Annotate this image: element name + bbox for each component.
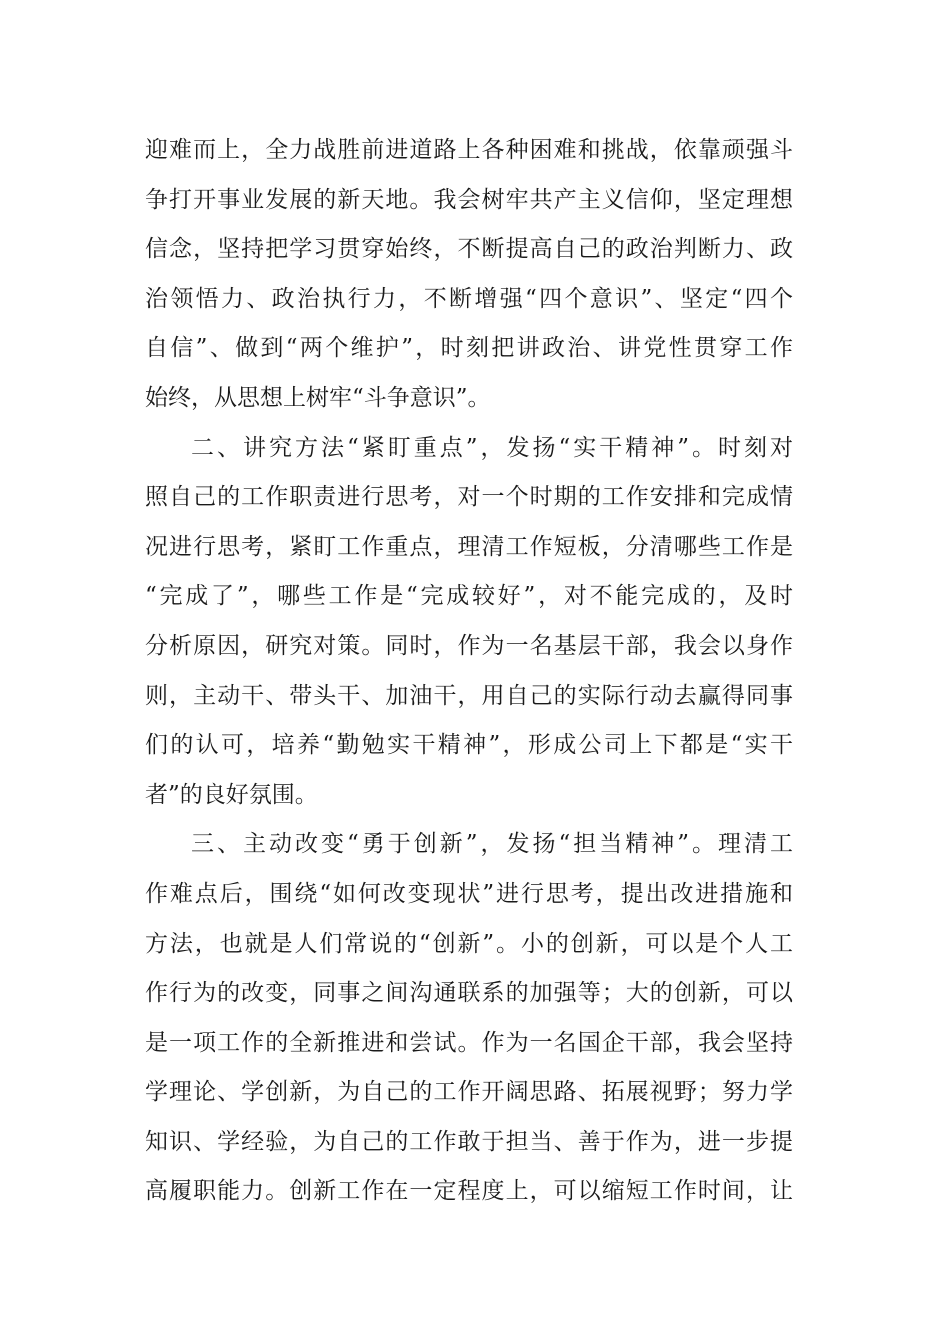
text-line: 作行为的改变，同事之间沟通联系的加强等；大的创新，可以 (145, 980, 793, 1007)
text-line: 分析原因，研究对策。同时，作为一名基层干部，我会以身作 (145, 632, 793, 659)
text-line: 二、讲究方法“紧盯重点”，发扬“实干精神”。时刻对 (191, 434, 793, 461)
text-line: 知识、学经验，为自己的工作敢于担当、善于作为，进一步提 (145, 1128, 793, 1155)
text-line: 争打开事业发展的新天地。我会树牢共产主义信仰，坚定理想 (145, 186, 793, 213)
text-line: 作难点后，围绕“如何改变现状”进行思考，提出改进措施和 (145, 880, 793, 907)
document-body (145, 126, 793, 1217)
text-line: “完成了”，哪些工作是“完成较好”，对不能完成的，及时 (145, 583, 793, 610)
text-line: 高履职能力。创新工作在一定程度上，可以缩短工作时间，让 (145, 1178, 793, 1205)
text-line: 照自己的工作职责进行思考，对一个时期的工作安排和完成情 (145, 484, 793, 511)
text-line: 迎难而上，全力战胜前进道路上各种困难和挑战，依靠顽强斗 (145, 137, 793, 163)
text-line: 三、主动改变“勇于创新”，发扬“担当精神”。理清工 (191, 831, 793, 858)
text-line: 治领悟力、政治执行力，不断增强“四个意识”、坚定“四个 (145, 285, 793, 312)
text-line: 况进行思考，紧盯工作重点，理清工作短板，分清哪些工作是 (145, 533, 793, 560)
text-line: 是一项工作的全新推进和尝试。作为一名国企干部，我会坚持 (145, 1029, 793, 1056)
text-line: 始终，从思想上树牢“斗争意识”。 (145, 384, 491, 411)
text-line: 学理论、学创新，为自己的工作开阔思路、拓展视野；努力学 (145, 1079, 793, 1106)
text-line: 则，主动干、带头干、加油干，用自己的实际行动去赢得同事 (145, 682, 793, 709)
text-line: 方法，也就是人们常说的“创新”。小的创新，可以是个人工 (145, 930, 793, 957)
text-line: 自信”、做到“两个维护”，时刻把讲政治、讲党性贯穿工作 (145, 335, 793, 362)
text-line: 信念，坚持把学习贯穿始终，不断提高自己的政治判断力、政 (145, 236, 793, 263)
text-line: 者”的良好氛围。 (145, 781, 318, 808)
text-line: 们的认可，培养“勤勉实干精神”，形成公司上下都是“实干 (145, 732, 793, 759)
